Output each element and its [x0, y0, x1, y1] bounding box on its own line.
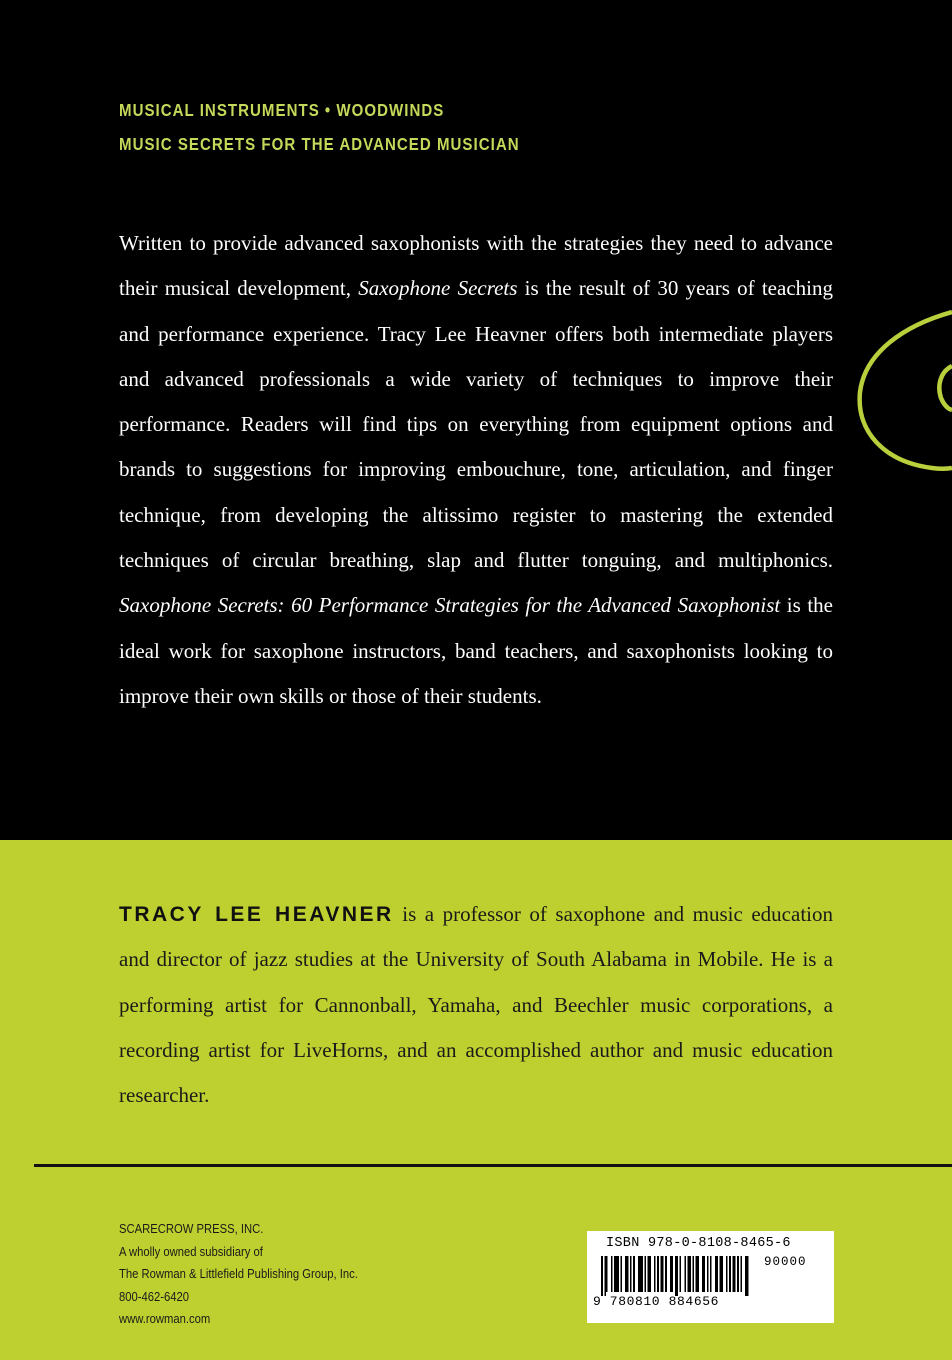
publisher-info	[119, 1218, 358, 1331]
publisher-phone: 800-462-6420	[119, 1289, 190, 1304]
publisher-website: www.rowman.com	[119, 1312, 211, 1326]
barcode-bar	[670, 1256, 672, 1292]
description-part-2: is the result of 30 years of teaching and performance experience. Tracy Lee Heavner offers both intermediate players and advanced professionals a wide variety of techniques to improve their performance. Readers will find tips on everything from equipment options and brands to suggestions for improving embouchure, tone, articulation, and finger technique, from developing the altissimo register to mastering the extended techniques of circular breathing, slap and flutter tonguing, and multiphonics.	[119, 276, 833, 573]
barcode-bar	[710, 1256, 712, 1292]
category-labels	[119, 93, 520, 161]
barcode-bar	[675, 1256, 677, 1296]
category-instruments: MUSICAL INSTRUMENTS	[119, 100, 320, 120]
category-line-1	[119, 93, 520, 127]
category-woodwinds: WOODWINDS	[336, 100, 445, 120]
description-full-title: Saxophone Secrets: 60 Performance Strategies for the Advanced Saxophonist	[119, 593, 781, 618]
barcode-bar	[654, 1256, 656, 1292]
barcode-bar	[707, 1256, 709, 1292]
barcode-bar	[641, 1256, 643, 1292]
barcode-bar	[649, 1256, 651, 1292]
barcode-bar	[697, 1256, 699, 1292]
barcode-bar	[696, 1256, 698, 1292]
barcode-bar	[737, 1256, 739, 1292]
barcode-bar	[726, 1256, 728, 1292]
barcode-bar	[614, 1256, 616, 1292]
barcode-bar	[630, 1256, 632, 1292]
barcode-bar	[638, 1256, 640, 1292]
publisher-subsidiary: A wholly owned subsidiary of	[119, 1244, 263, 1259]
description-part-1: Written to provide advanced saxophonists with the strategies they need to advance their musical development,	[119, 231, 833, 301]
barcode-bar	[657, 1256, 659, 1292]
barcode-bar	[720, 1256, 722, 1292]
barcode-bar	[680, 1256, 682, 1292]
barcode-bar	[693, 1256, 695, 1292]
description-part-3: is the ideal work for saxophone instructors, band teachers, and saxophonists looking to improve their own skills or those of their students.	[119, 593, 833, 708]
barcode-bar	[648, 1256, 650, 1292]
barcode-bar	[717, 1256, 719, 1292]
barcode-area	[587, 1231, 834, 1323]
barcode-bar	[627, 1256, 629, 1292]
barcode-bar	[747, 1256, 749, 1296]
barcode-bar	[665, 1256, 667, 1292]
barcode-bar	[662, 1256, 664, 1292]
barcode-bar	[605, 1256, 607, 1296]
barcode-bar	[677, 1256, 679, 1296]
barcode-bar	[617, 1256, 619, 1292]
barcode-bar	[616, 1256, 618, 1292]
category-line-2: MUSIC SECRETS FOR THE ADVANCED MUSICIAN	[119, 134, 520, 154]
barcode-bar	[661, 1256, 663, 1292]
barcode-bar	[721, 1256, 723, 1292]
barcode-bar	[741, 1256, 743, 1292]
barcode-bar	[734, 1256, 736, 1292]
bottom-panel	[0, 840, 952, 1360]
barcode-bar	[688, 1256, 690, 1292]
publisher-name: SCARECROW PRESS, INC.	[119, 1222, 264, 1236]
barcode-bar	[733, 1256, 735, 1292]
book-description	[119, 221, 833, 719]
category-bullet: •	[324, 100, 332, 120]
barcode-bar	[606, 1256, 608, 1292]
author-bio-text: is a professor of saxophone and music education and director of jazz studies at the University of South Alabama in Mobile. He is a performing artist for Cannonball, Yamaha, and Beechler music corporations, a recording artist for LiveHorns, and an accomplished author and music education researcher.	[119, 902, 833, 1108]
barcode-bar	[645, 1256, 647, 1292]
barcode-bar	[625, 1256, 627, 1292]
barcode-bar	[685, 1256, 687, 1292]
barcode-bar	[621, 1256, 623, 1292]
isbn-label: ISBN 978-0-8108-8465-6	[606, 1236, 791, 1251]
barcode-bar	[704, 1256, 706, 1292]
barcode-bar	[633, 1256, 635, 1292]
barcode-bar	[702, 1256, 704, 1292]
barcode-bar	[601, 1256, 603, 1296]
barcode-bar	[672, 1256, 674, 1292]
publisher-parent: The Rowman & Littlefield Publishing Group, Inc.	[119, 1267, 358, 1281]
author-bio	[119, 892, 833, 1118]
barcode-bar	[640, 1256, 642, 1292]
barcode-bar	[611, 1256, 613, 1292]
description-title: Saxophone Secrets	[358, 276, 518, 301]
barcode-addon-digits: 90000	[764, 1255, 807, 1269]
barcode-bar	[729, 1256, 731, 1292]
barcode-bar	[689, 1256, 691, 1292]
author-name: TRACY LEE HEAVNER	[119, 903, 394, 926]
barcode-ean-digits: 9 780810 884656	[593, 1294, 720, 1309]
barcode-bar	[745, 1256, 747, 1296]
divider-rule	[34, 1164, 952, 1167]
barcode-bar	[715, 1256, 717, 1292]
